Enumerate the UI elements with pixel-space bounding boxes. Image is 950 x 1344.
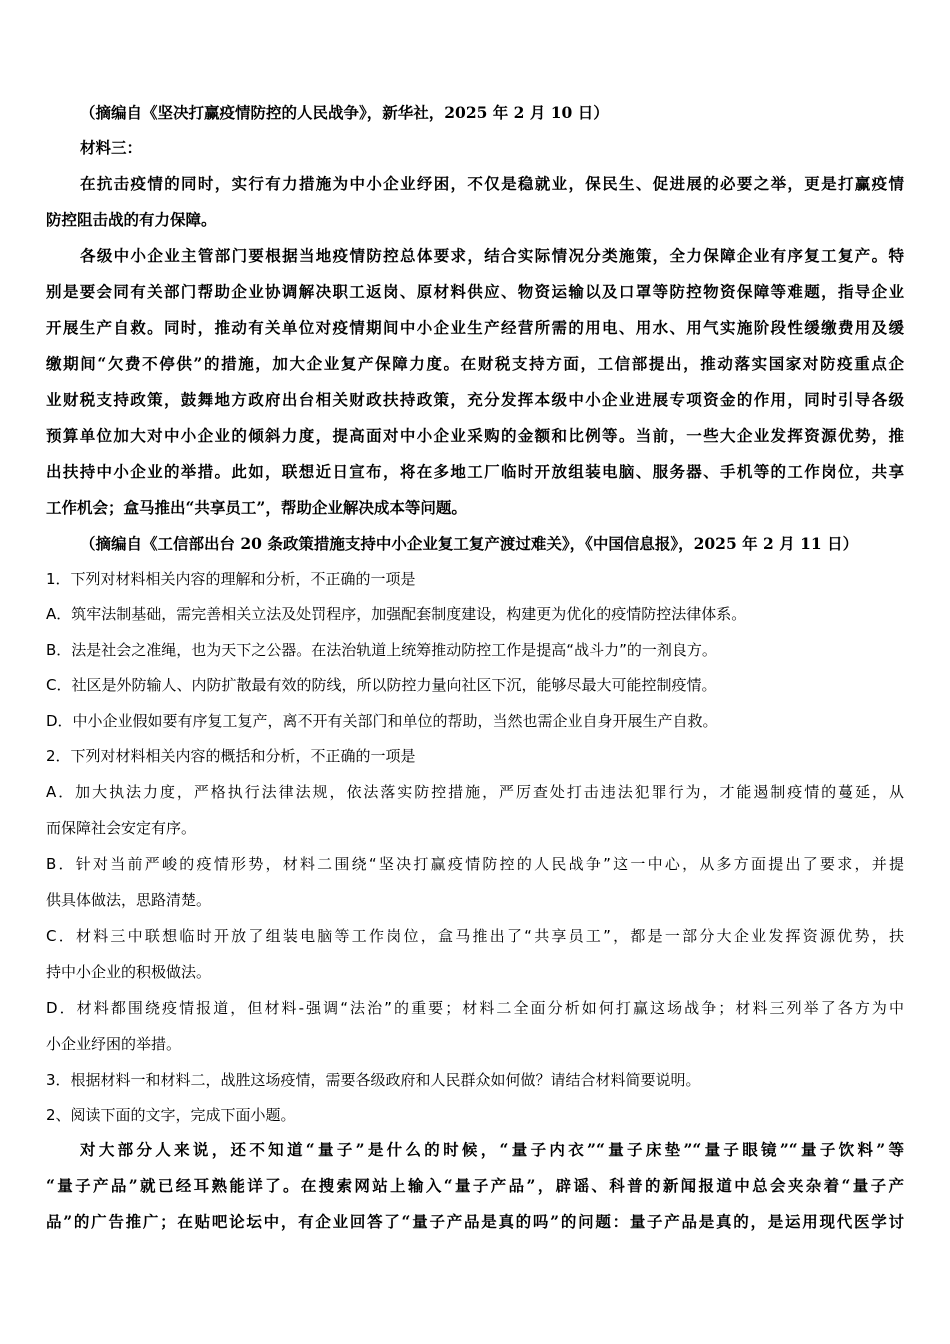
question3-stem: 3．根据材料一和材料二，战胜这场疫情，需要各级政府和人民群众如何做？请结合材料简要说明。	[46, 1071, 701, 1089]
question1-option-a: A．筑牢法制基础，需完善相关立法及处罚程序，加强配套制度建设，构建更为优化的疫情防控法律体系。	[46, 605, 747, 623]
question2-stem: 2．下列对材料相关内容的概括和分析，不正确的一项是	[46, 747, 416, 765]
material3-heading: 材料三：	[80, 138, 143, 157]
material3-paragraph2-line: 缴期间“欠费不停供”的措施，加大企业复产保障力度。在财税支持方面，工信部提出，推动落实国家对防疫重点企	[46, 354, 904, 373]
material3-paragraph1-line: 在抗击疫情的同时，实行有力措施为中小企业纾困，不仅是稳就业，保民生、促进展的必要之举，更是打赢疫情	[80, 174, 904, 193]
question2-option-d: D．材料都围绕疫情报道，但材料-强调“法治”的重要；材料二全面分析如何打赢这场战争；材料三列举了各方为中	[46, 999, 904, 1017]
material3-paragraph2-line: 别是要会同有关部门帮助企业协调解决职工返岗、原材料供应、物资运输以及口罩等防控物资保障等难题，指导企业	[46, 282, 904, 301]
question1-option-d: D．中小企业假如要有序复工复产，离不开有关部门和单位的帮助，当然也需企业自身开展生产自救。	[46, 712, 718, 730]
material3-paragraph2-line: 业财税支持政策，鼓舞地方政府出台相关财政扶持政策，充分发挥本级中小企业进展专项资金的作用，同时引导各级	[46, 390, 904, 409]
material3-paragraph2-line: 工作机会；盒马推出“共享员工”，帮助企业解决成本等问题。	[46, 498, 467, 517]
source-citation-material2: （摘编自《坚决打赢疫情防控的人民战争》，新华社，2025 年 2 月 10 日）	[80, 103, 609, 122]
passage-line: “量子产品”就已经耳熟能详了。在搜索网站上输入“量子产品”，辟谣、科普的新闻报道中总会夹杂着“量子产	[46, 1176, 904, 1195]
question2-option-d-cont: 小企业纾困的举措。	[46, 1035, 182, 1053]
source-citation-material3: （摘编自《工信部出台 20 条政策措施支持中小企业复工复产渡过难关》，《中国信息报》，2025 年 2 月 11 日）	[80, 534, 859, 553]
material3-paragraph2-line: 各级中小企业主管部门要根据当地疫情防控总体要求，结合实际情况分类施策，全力保障企业有序复工复产。特	[80, 246, 904, 265]
question2-option-a-cont: 而保障社会安定有序。	[46, 819, 197, 837]
passage-line: 对大部分人来说，还不知道“量子”是什么的时候，“量子内衣”“量子床垫”“量子眼镜”“量子饮料”等	[80, 1140, 904, 1159]
question2-option-b-cont: 供具体做法，思路清楚。	[46, 891, 212, 909]
question1-option-b: B．法是社会之准绳，也为天下之公器。在法治轨道上统筹推动防控工作是提高“战斗力”的一剂良方。	[46, 641, 717, 659]
question2-option-a: A．加大执法力度，严格执行法律法规，依法落实防控措施，严厉查处打击违法犯罪行为，才能遏制疫情的蔓延，从	[46, 783, 904, 801]
question1-stem: 1．下列对材料相关内容的理解和分析，不正确的一项是	[46, 570, 416, 588]
question2-option-c: C．材料三中联想临时开放了组装电脑等工作岗位，盒马推出了“共享员工”，都是一部分大企业发挥资源优势，扶	[46, 927, 904, 945]
material3-paragraph1-line: 防控阻击战的有力保障。	[46, 210, 217, 229]
passage-line: 品”的广告推广；在贴吧论坛中，有企业回答了“量子产品是真的吗”的问题：量子产品是真的，是运用现代医学讨	[46, 1212, 904, 1231]
material3-paragraph2-line: 出扶持中小企业的举措。此如，联想近日宣布，将在多地工厂临时开放组装电脑、服务器、手机等的工作岗位，共享	[46, 462, 904, 481]
question1-option-c: C．社区是外防输人、内防扩散最有效的防线，所以防控力量向社区下沉，能够尽最大可能控制疫情。	[46, 676, 717, 694]
question2-option-c-cont: 持中小企业的积极做法。	[46, 963, 212, 981]
section2-heading: 2、阅读下面的文字，完成下面小题。	[46, 1106, 296, 1124]
material3-paragraph2-line: 开展生产自救。同时，推动有关单位对疫情期间中小企业生产经营所需的用电、用水、用气实施阶段性缓缴费用及缓	[46, 318, 904, 337]
question2-option-b: B．针对当前严峻的疫情形势，材料二围绕“坚决打赢疫情防控的人民战争”这一中心，从多方面提出了要求，并提	[46, 855, 904, 873]
material3-paragraph2-line: 预算单位加大对中小企业的倾斜力度，提高面对中小企业采购的金额和比例等。当前，一些大企业发挥资源优势，推	[46, 426, 904, 445]
